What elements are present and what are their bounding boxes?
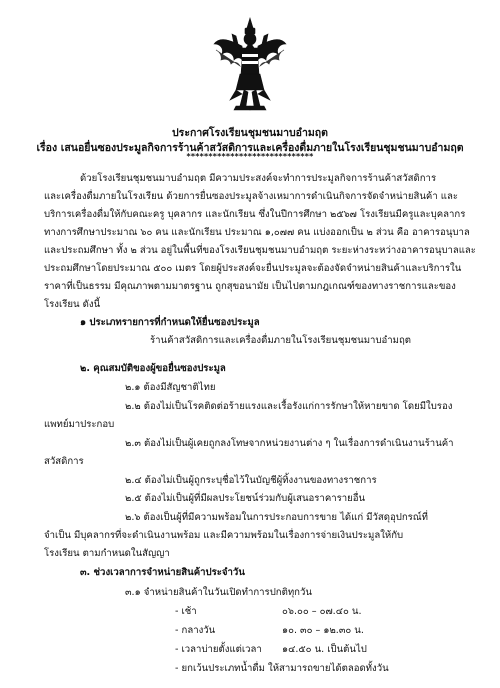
qualification-item-cont: โรงเรียน ตามกำหนดในสัญญา [44,548,170,559]
announcement-subject: เรื่อง เสนอยื่นซองประมูลกิจการร้านค้าสวัสดิการและเครื่องดื่มภายในโรงเรียนชุมชนมาบอำมฤต [36,142,464,154]
schedule-label: - เช้า [175,606,197,617]
sales-days: ๓.๑ จำหน่ายสินค้าในวันเปิดทำการปกติทุกวัน [125,587,312,598]
section-2-heading: ๒. คุณสมบัติของผู้ขอยื่นซองประมูล [80,363,226,374]
intro-line: ประถมศึกษาโดยประมาณ ๕๐๐ เมตร โดยผู้ประสงค์จะยื่นประมูลจะต้องจัดจำหน่ายสินค้าและบริการใน [44,263,462,274]
schedule-time: ๐๖.๐๐ – ๐๗.๔๐ น. [282,606,362,617]
intro-line: ราคาที่เป็นธรรม มีคุณภาพตามมาตรฐาน ถูกสุขอนามัย เป็นไปตามกฎเกณฑ์ของทางราชการและของ [44,281,456,292]
intro-line: บริการเครื่องดื่มให้กับคณะครู บุคลากร และนักเรียน ซึ่งในปีการศึกษา ๒๕๖๗ โรงเรียนมีครูและบุคลากร [44,209,466,220]
qualification-item: ๒.๕ ต้องไม่เป็นผู้ที่มีผลประโยชน์ร่วมกับผู้เสนอราคารายอื่น [125,493,366,504]
qualification-item-cont: จำเป็น มีบุคลากรที่จะดำเนินงานพร้อม และมีความพร้อมในเรื่องการจ่ายเงินประมูลให้กับ [44,530,404,541]
qualification-item: ๒.๒ ต้องไม่เป็นโรคติดต่อร้ายแรงและเรื้อรังแก่การรักษาให้หายขาด โดยมีใบรอง [125,401,453,412]
section-1-heading: ๑ ประเภทรายการที่กำหนดให้ยื่นซองประมูล [80,317,260,328]
title-separator: ***************************** [186,152,314,161]
intro-line: โรงเรียน ดังนี้ [44,299,101,310]
qualification-item-cont: แพทย์มาประกอบ [44,419,115,430]
section-3-heading: ๓. ช่วงเวลาการจำหน่ายสินค้าประจำวัน [80,567,245,578]
section-1-item: ร้านค้าสวัสดิการและเครื่องดื่มภายในโรงเรียนชุมชนมาบอำมฤต [150,335,412,346]
intro-line: ทางการศึกษาประมาณ ๖๐ คน และนักเรียน ประมาณ ๑,๐๗๗ คน แบ่งออกเป็น ๒ ส่วน คือ อาคารอนุบาล [44,227,470,238]
schedule-time: ๑๐. ๓๐ – ๑๒.๓๐ น. [282,625,364,636]
intro-line: และประถมศึกษา ทั้ง ๒ ส่วน อยู่ในพื้นที่ของโรงเรียนชุมชนมาบอำมฤต ระยะห่างระหว่างอาคารอนุบาลและ [44,245,476,256]
schedule-time: ๑๔.๕๐ น. เป็นต้นไป [282,644,367,655]
water-exception-note: - ยกเว้นประเภทน้ำดื่ม ให้สามารถขายได้ตลอดทั้งวัน [175,663,389,674]
garuda-emblem-icon [212,14,288,114]
qualification-item: ๒.๔ ต้องไม่เป็นผู้ถูกระบุชื่อไว้ในบัญชีผู้ทิ้งงานของทางราชการ [125,475,377,486]
announcement-title: ประกาศโรงเรียนชุมชนมาบอำมฤต [172,127,328,139]
qualification-item: ๒.๓ ต้องไม่เป็นผู้เคยถูกลงโทษจากหน่วยงานต่าง ๆ ในเรื่องการดำเนินงานร้านค้า [125,438,454,449]
schedule-label: - กลางวัน [175,625,216,636]
qualification-item: ๒.๖ ต้องเป็นผู้ที่มีความพร้อมในการประกอบการขาย ได้แก่ มีวัสดุอุปกรณ์ที่ [125,512,429,523]
qualification-item-cont: สวัสดิการ [44,456,84,467]
intro-line: ด้วยโรงเรียนชุมชนมาบอำมฤต มีความประสงค์จะทำการประมูลกิจการร้านค้าสวัสดิการ [80,173,437,184]
qualification-item: ๒.๑ ต้องมีสัญชาติไทย [125,382,216,393]
intro-line: และเครื่องดื่มภายในโรงเรียน ด้วยการยื่นซองประมูลจ้างเหมาการดำเนินกิจการจัดจำหน่ายสินค้า และ [44,191,458,202]
schedule-label: - เวลาบ่ายตั้งแต่เวลา [175,644,262,655]
